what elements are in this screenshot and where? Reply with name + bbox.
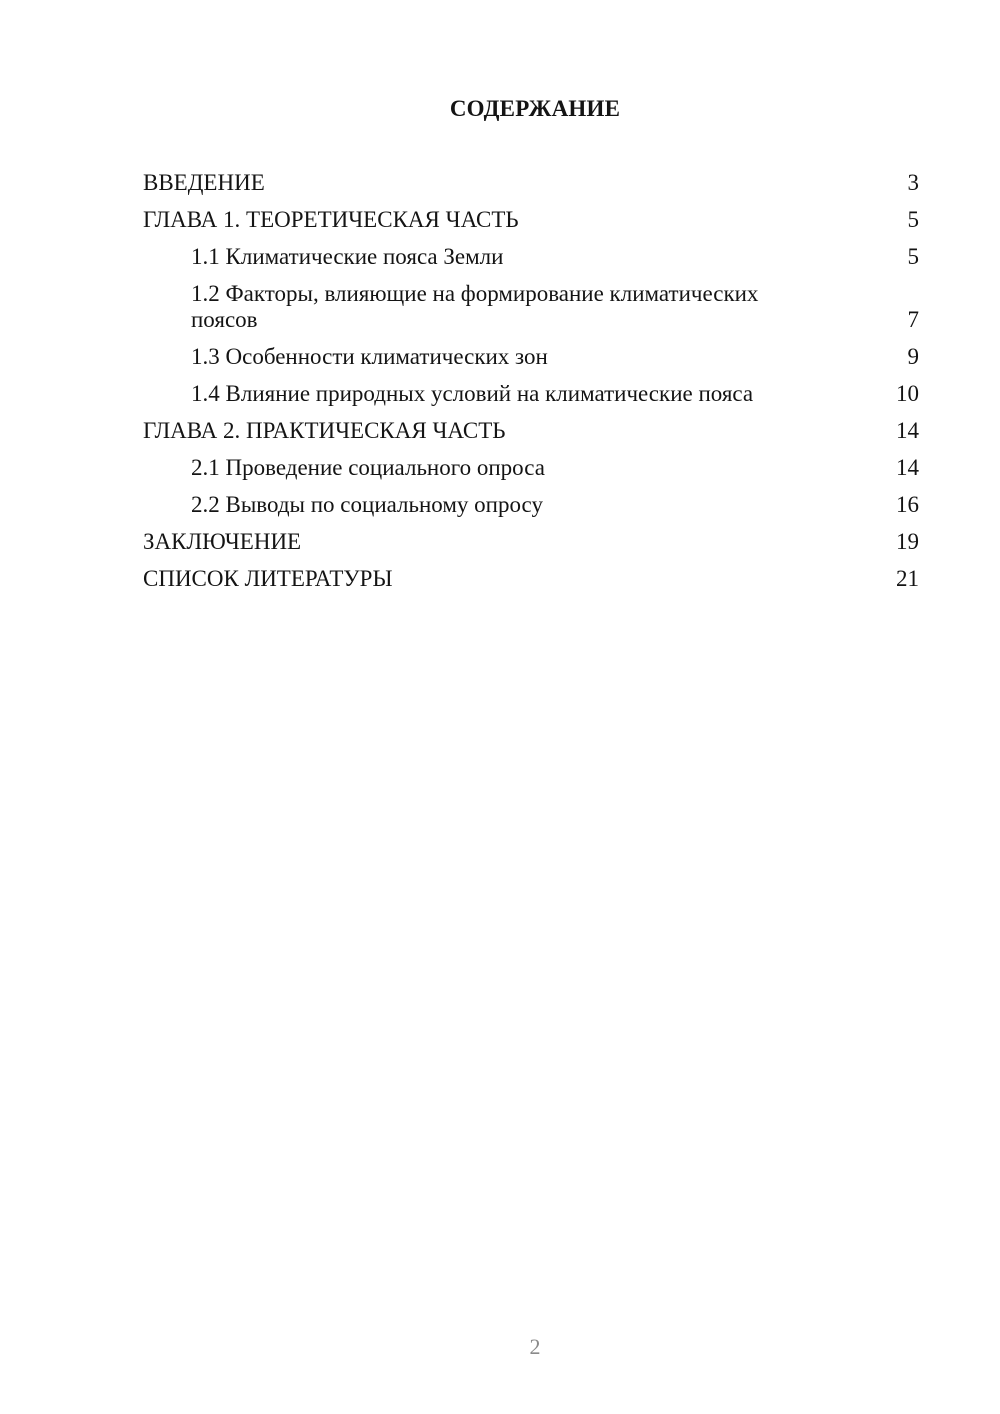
toc-entry-label: 1.3 Особенности климатических зон bbox=[191, 344, 548, 369]
toc-entry-label: 2.2 Выводы по социальному опросу bbox=[191, 492, 543, 517]
toc-entry-section-1-1[interactable] bbox=[143, 244, 919, 270]
toc-entry-section-2-2[interactable] bbox=[143, 492, 919, 518]
toc-entry-label: 1.2 Факторы, влияющие на формирование климатических поясов bbox=[191, 281, 759, 332]
toc-entry-label: 1.1 Климатические пояса Земли bbox=[191, 244, 504, 269]
toc-entry-section-1-3[interactable] bbox=[143, 344, 919, 370]
toc-entry-page: 7 bbox=[907, 307, 919, 332]
toc-entry-label: 2.1 Проведение социального опроса bbox=[191, 455, 545, 480]
toc-entry-references[interactable] bbox=[143, 566, 919, 592]
toc-entry-section-2-1[interactable] bbox=[143, 455, 919, 481]
toc-entry-label: ВВЕДЕНИЕ bbox=[143, 170, 265, 195]
toc-entry-chapter-1[interactable] bbox=[143, 207, 919, 233]
toc-entry-page: 5 bbox=[907, 244, 919, 269]
toc-entry-label: СПИСОК ЛИТЕРАТУРЫ bbox=[143, 566, 393, 591]
toc-entry-page: 5 bbox=[907, 207, 919, 232]
toc-entry-section-1-2[interactable] bbox=[143, 281, 919, 333]
toc-entry-page: 19 bbox=[896, 529, 919, 554]
toc-entry-label: ЗАКЛЮЧЕНИЕ bbox=[143, 529, 302, 554]
toc-entry-page: 9 bbox=[907, 344, 919, 369]
toc-entry-label: ГЛАВА 2. ПРАКТИЧЕСКАЯ ЧАСТЬ bbox=[143, 418, 506, 443]
toc-entry-section-1-4[interactable] bbox=[143, 381, 919, 407]
toc-entry-chapter-2[interactable] bbox=[143, 418, 919, 444]
toc-entry-page: 14 bbox=[896, 455, 919, 480]
toc-entry-page: 16 bbox=[896, 492, 919, 517]
toc-entry-conclusion[interactable] bbox=[143, 529, 919, 555]
toc-entry-page: 3 bbox=[907, 170, 919, 195]
toc-entry-label: 1.4 Влияние природных условий на климатические пояса bbox=[191, 381, 754, 406]
page-number: 2 bbox=[529, 1334, 541, 1359]
toc-entry-page: 21 bbox=[896, 566, 919, 591]
toc-entry-introduction[interactable] bbox=[143, 170, 919, 196]
toc-heading: СОДЕРЖАНИЕ bbox=[449, 96, 621, 121]
table-of-contents bbox=[143, 170, 919, 603]
toc-entry-page: 14 bbox=[896, 418, 919, 443]
toc-entry-page: 10 bbox=[896, 381, 919, 406]
toc-entry-label: ГЛАВА 1. ТЕОРЕТИЧЕСКАЯ ЧАСТЬ bbox=[143, 207, 519, 232]
